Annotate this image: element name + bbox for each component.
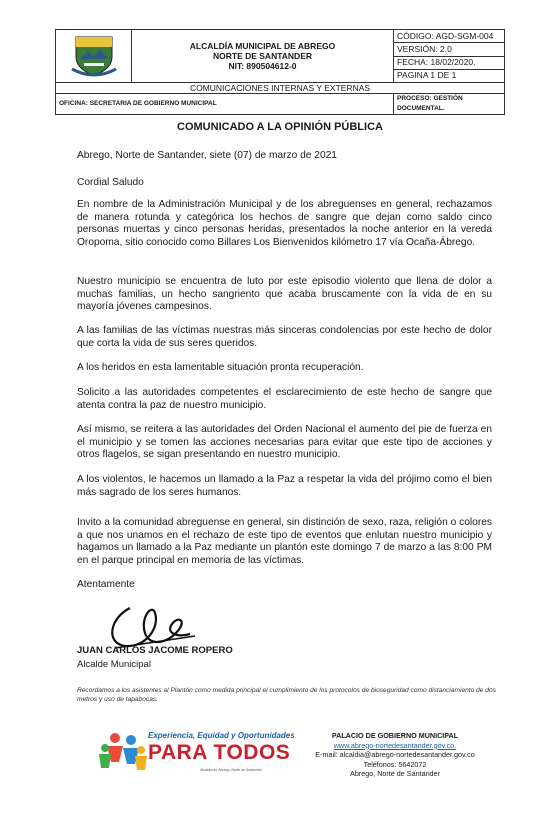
- municipal-shield-icon: [70, 33, 118, 77]
- entity-line-2: NORTE DE SANTANDER: [212, 51, 312, 61]
- phone-line: Teléfonos: 5642072: [363, 759, 427, 769]
- paragraph-3: A las familias de las víctimas nuestras más sinceras condolencias por este hecho de dolor que corta la vida de sus seres queridos.: [77, 325, 492, 349]
- communications-label: COMUNICACIONES INTERNAS Y EXTERNAS: [56, 83, 505, 94]
- footer-brand: PARA TODOS: [148, 741, 291, 764]
- paragraph-1: En nombre de la Administración Municipal y de los abreguenses en general, rechazamos de manera rotunda y categórica los hechos de sangre que dejan como saldo cinco personas muertas y cinco personas heridas, presentados la noche anterior en la vereda Oropoma, sitio conocido como Billares Los Bienvenidos kilómetro 17 vía Ocaña-Ábrego.: [77, 199, 492, 248]
- paragraph-2: Nuestro municipio se encuentra de luto por este episodio violento que llena de dolor a muchas familias, un hecho sangriento que acaba bruscamente con la vida de en su mayoría jóvenes campesinos.: [77, 276, 492, 313]
- municipal-shield-cell: [56, 30, 132, 83]
- website-link[interactable]: www.abrego-nortedesantander.gov.co.: [333, 740, 457, 750]
- document-header-table: [55, 29, 505, 115]
- doc-date: FECHA: 18/02/2020.: [394, 56, 505, 69]
- paragraph-5: Solicito a las autoridades competentes el esclarecimiento de este hecho de sangre que atenta contra la paz de nuestro municipio.: [77, 387, 492, 411]
- entity-line-1: ALCALDÍA MUNICIPAL DE ABREGO: [189, 41, 336, 51]
- entity-nit: NIT: 890504612-0: [228, 61, 297, 71]
- footer-contact: [300, 731, 490, 779]
- office-label: OFICINA: SECRETARIA DE GOBIERNO MUNICIPAL: [56, 94, 394, 115]
- greeting: Cordial Saludo: [77, 177, 144, 188]
- doc-code: CÓDIGO: AGD-SGM-004: [394, 30, 505, 43]
- footer-slogan: Experiencia, Equidad y Oportunidades: [148, 731, 295, 740]
- biosecurity-note: Recordamos a los asistentes al Plantón como medida principal el cumplimiento de los protocolos de bioseguridad como distanciamiento de dos metros y uso de tapabocas.: [77, 687, 496, 703]
- signer-name: JUAN CARLOS JACOME ROPERO: [77, 645, 233, 656]
- closing: Atentamente: [77, 579, 135, 590]
- entity-name-cell: [132, 30, 394, 83]
- document-title: COMUNICADO A LA OPINIÓN PÚBLICA: [177, 121, 383, 133]
- email-line: E-mail: alcaldia@abrego-nortedesantander.gov.co: [315, 750, 475, 760]
- paragraph-6: Así mismo, se reitera a las autoridades del Orden Nacional el aumento del pie de fuerza en el municipio y se tomen las acciones necesarias para evitar que este tipo de acciones y otros flagelos, se sigan presentando en nuestro municipio.: [77, 424, 492, 461]
- city-line: Abrego, Norte de Santander: [350, 769, 440, 779]
- doc-version: VERSIÓN: 2.0: [394, 43, 505, 56]
- palace-title: PALACIO DE GOBIERNO MUNICIPAL: [331, 731, 459, 740]
- paragraph-4: A los heridos en esta lamentable situación pronta recuperación.: [77, 362, 364, 373]
- place-date: Abrego, Norte de Santander, siete (07) de marzo de 2021: [77, 150, 337, 161]
- paragraph-7: A los violentos, le hacemos un llamado a la Paz a respetar la vida del prójimo como el bien más sagrado de los seres humanos.: [77, 474, 492, 498]
- process-label: PROCESO: GESTIÓN DOCUMENTAL.: [394, 94, 505, 115]
- paragraph-8: Invito a la comunidad abreguense en general, sin distinción de sexo, raza, religión o colores a que nos unamos en el rechazo de este tipo de eventos que enlutan nuestro municipio y hagamos un llamado a la Paz mediante un plantón este domingo 7 de marzo a las 8:00 PM en el parque principal en memoria de las víctimas.: [77, 517, 492, 566]
- footer-brand-small: Alcaldía de Ábrego, Norte de Santander: [200, 768, 263, 772]
- signer-role: Alcalde Municipal: [77, 659, 151, 670]
- doc-page: PAGINA 1 DE 1: [394, 69, 505, 82]
